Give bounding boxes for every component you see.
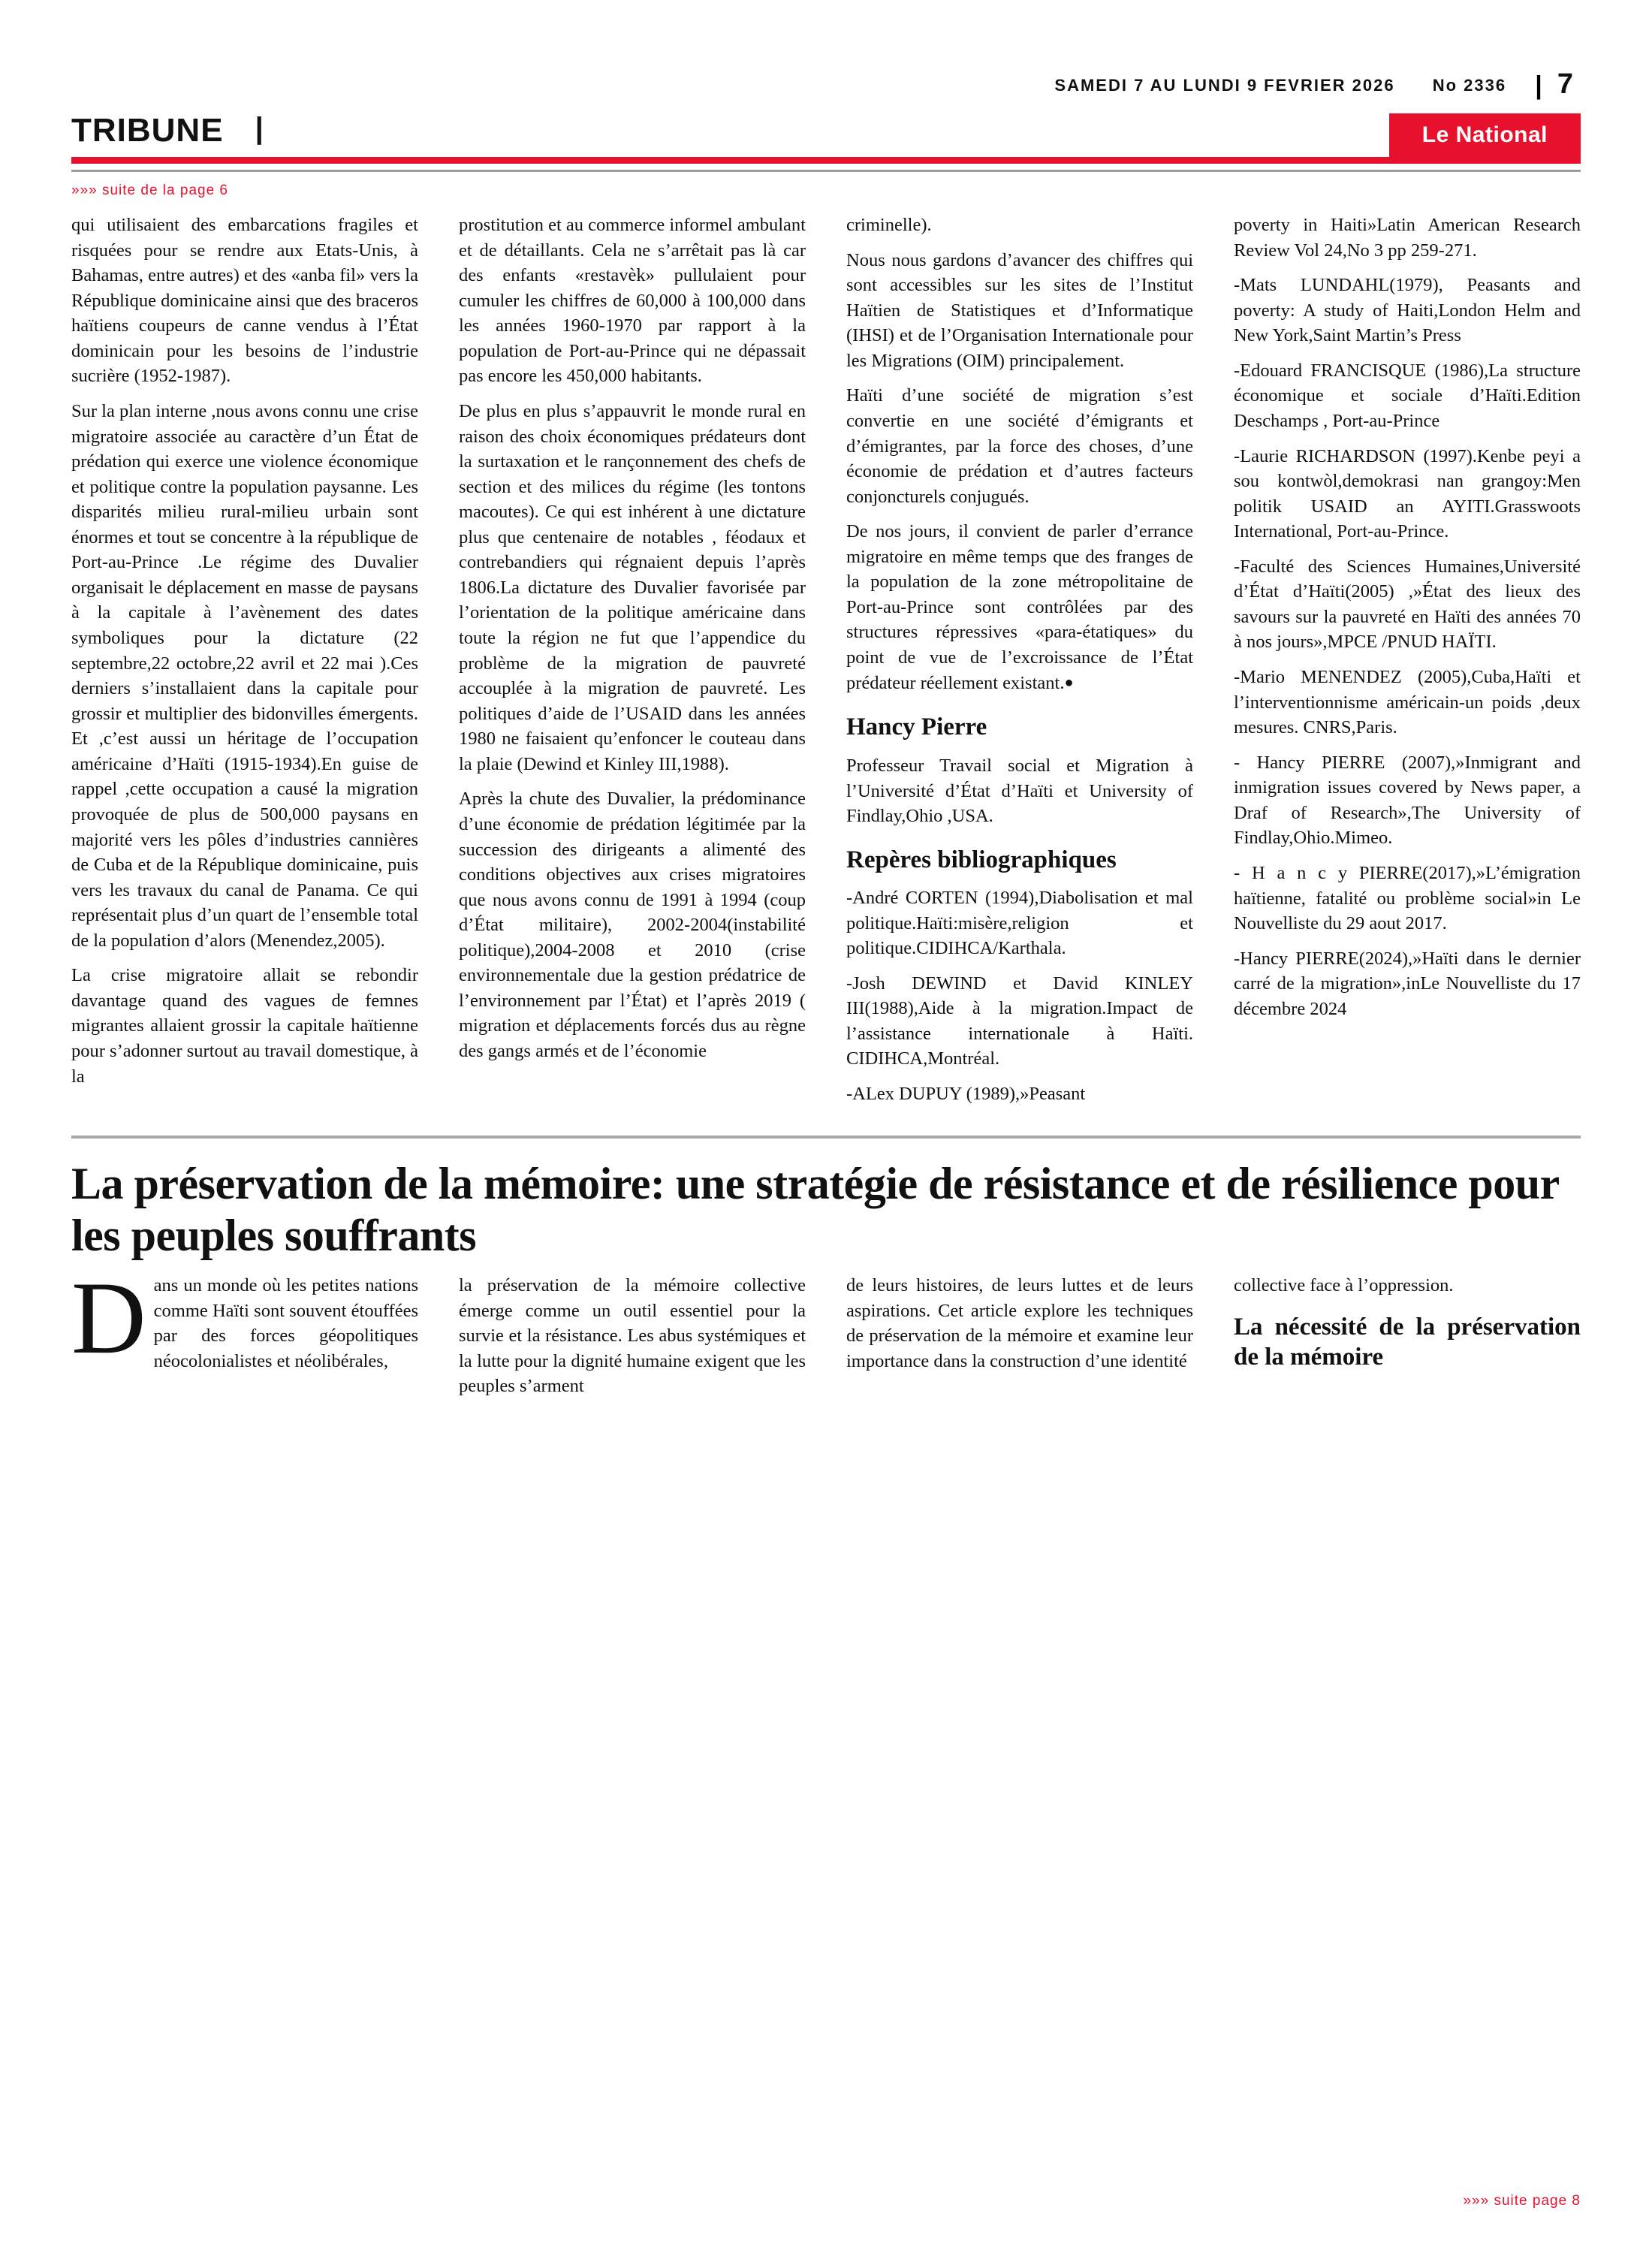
section-title-bar: | — [255, 111, 264, 145]
article-2-columns — [71, 1260, 1581, 1409]
article-1-column-2 — [459, 213, 806, 1116]
article-2-column-4 — [1234, 1273, 1581, 1409]
lead-paragraph — [71, 1260, 418, 1376]
page-number: 7 — [1557, 68, 1575, 100]
article-1-column-3 — [846, 213, 1193, 1116]
bibliography-entry: -ALex DUPUY (1989),»Peasant — [846, 1083, 1086, 1104]
author-bio: Professeur Travail social et Migration à l’Université d’État d’Haïti et University of Findlay,Ohio ,USA. — [846, 756, 1193, 827]
bibliography-heading: Repères bibliographiques — [846, 846, 1117, 874]
continued-to-label: »»» suite page 8 — [1463, 2193, 1581, 2209]
article-2-column-2 — [459, 1273, 806, 1409]
end-mark-icon: ● — [1064, 674, 1074, 691]
bibliography-entry: -Mats LUNDAHL(1979), Peasants and poverty: A study of Haiti,London Helm and New York,Saint Martin’s Press — [1234, 275, 1581, 346]
lead-paragraph-text: ans un monde où les petites nations comme Haïti sont souvent étouffées par des forces géopolitiques néocolonialistes et néolibérales, — [153, 1275, 418, 1371]
brand-logo: Le National — [1389, 113, 1581, 158]
article-2-column-3 — [846, 1273, 1193, 1409]
masthead-red-rule — [71, 157, 1581, 164]
issue-number: No 2336 — [1432, 76, 1507, 95]
paragraph: Après la chute des Duvalier, la prédominance d’une économie de prédation légitimée par la succession des dirigeants a alimenté des conditions objectives aux crises migratoires que nous avons connu de 1991 à 1994 (coup d’État militaire), 2002-2004(instabilité politique),2004-2008 et 2010 (crise environnementale due la gestion prédatrice de l’environnement par l’État) et l’après 2019 ( migration et déplacements forcés dus au règne des gangs armés et de l’économie — [459, 789, 806, 1061]
section-title: TRIBUNE — [71, 112, 224, 149]
bibliography-entry: -Laurie RICHARDSON (1997).Kenbe peyi a sou kontwòl,demokrasi nan grangoy:Men politik USAID an AYITI.Grasswoots International, Port-au-Prince. — [1234, 445, 1581, 542]
bibliography-entry: - H a n c y PIERRE(2017),»L’émigration haïtienne, fatalité ou problème social»in Le Nouvelliste du 29 aout 2017. — [1234, 862, 1581, 934]
article-2-title: La préservation de la mémoire: une stratégie de résistance et de résilience pour les peuples souffrants — [71, 1159, 1559, 1260]
bibliography-entry: -Faculté des Sciences Humaines,Université d’État d’Haïti(2005) ,»État des lieux des savours sur la pauvreté en Haïti des années 70 à nos jours»,MPCE /PNUD HAÏTI. — [1234, 556, 1581, 653]
paragraph-text: De nos jours, il convient de parler d’errance migratoire en même temps que des franges de la population de la zone métropolitaine de Port-au-Prince sont contrôlées par des structures répressives «para-étatiques» du point de vue de l’excroissance de l’État prédateur réellement existant. — [846, 521, 1193, 693]
masthead — [71, 0, 1581, 199]
article-1-columns — [71, 213, 1581, 1116]
bibliography-entry: -Hancy PIERRE(2024),»Haïti dans le dernier carré de la migration»,inLe Nouvelliste du 17 décembre 2024 — [1234, 948, 1581, 1019]
paragraph-with-endmark — [846, 519, 1193, 695]
masthead-divider: | — [1535, 71, 1544, 100]
bibliography-entry: -Josh DEWIND et David KINLEY III(1988),Aide à la migration.Impact de l’assistance internationale à Haïti. CIDIHCA,Montréal. — [846, 973, 1193, 1069]
masthead-thin-rule — [71, 170, 1581, 172]
masthead-row — [71, 112, 1581, 154]
paragraph: qui utilisaient des embarcations fragiles et risquées pour se rendre aux Etats-Unis, à Bahamas, entre autres) et des «anba fil» vers la République dominicaine ainsi que des braceros haïtiens coupeurs de canne vendus à l’État dominicain pour les besoins de l’industrie sucrière (1952-1987). — [71, 215, 418, 387]
article-2-subheading: La nécessité de la préservation de la mémoire — [1234, 1313, 1581, 1371]
paragraph: prostitution et au commerce informel ambulant et de détaillants. Cela ne s’arrêtait pas là car des enfants «restavèk» pullulaient pour cumuler les chiffres de 60,000 à 100,000 dans les années 1960-1970 par rapport à la population de Port-au-Prince qui ne dépassait pas encore les 450,000 habitants. — [459, 215, 806, 387]
paragraph: la préservation de la mémoire collective émerge comme un outil essentiel pour la survie et la résistance. Les abus systémiques et la lutte pour la dignité humaine exigent que les peuples s’arment — [459, 1275, 806, 1397]
article-separator-rule — [71, 1136, 1581, 1139]
paragraph: criminelle). — [846, 215, 932, 235]
bibliography-entry: -Edouard FRANCISQUE (1986),La structure économique et sociale d’Haïti.Edition Deschamps , Port-au-Prince — [1234, 360, 1581, 431]
bibliography-entry: - Hancy PIERRE (2007),»Inmigrant and inmigration issues covered by News paper, a Draf of Research»,The University of Findlay,Ohio.Mimeo. — [1234, 752, 1581, 849]
paragraph: Sur la plan interne ,nous avons connu une crise migratoire associée au caractère d’un État de prédation qui exerce une violence économique et politique contre la population paysanne. Les disparités milieu rural-milieu urbain sont énormes et tout se concentre à la république de Port-au-Prince .Le régime des Duvalier organisait le déplacement en masse de paysans à la capitale à l’avènement des dates symboliques pour la dictature (22 septembre,22 octobre,22 avril et 22 mai ).Ces derniers s’installaient dans la capitale pour grossir et multiplier des bidonvilles émergents. Et ,c’est aussi un héritage de l’occupation américaine d’Haïti (1915-1934).En guise de rappel ,cette occupation a causé la migration provoquée de plus de 500,000 paysans en majorité vers les pôles d’industries cannières de Cuba et de la République dominicaine, puis vers les travaux du canal de Panama. Ce qui représentait plus d’un quart de l’ensemble total de la population d’alors (Menendez,2005). — [71, 400, 418, 951]
article-2-column-1 — [71, 1260, 418, 1409]
continued-from-label: »»» suite de la page 6 — [71, 182, 228, 198]
paragraph: Nous nous gardons d’avancer des chiffres qui sont accessibles sur les sites de l’Institut Haïtien de Statistiques et d’Informatique (IHSI) et de l’Organisation Internationale pour les Migrations (OIM) principalement. — [846, 249, 1193, 371]
bibliography-entry: poverty in Haiti»Latin American Research Review Vol 24,No 3 pp 259-271. — [1234, 215, 1581, 261]
dateline-text: SAMEDI 7 AU LUNDI 9 FEVRIER 2026 — [1054, 76, 1395, 95]
bibliography-entry: -André CORTEN (1994),Diabolisation et mal politique.Haïti:misère,religion et politique.CIDIHCA/Karthala. — [846, 887, 1193, 959]
bibliography-entry: -Mario MENENDEZ (2005),Cuba,Haïti et l’interventionnisme américain-un poids ,deux mesures. CNRS,Paris. — [1234, 667, 1581, 738]
paragraph: collective face à l’oppression. — [1234, 1275, 1454, 1296]
drop-cap: D — [71, 1260, 146, 1376]
paragraph: de leurs histoires, de leurs luttes et de leurs aspirations. Cet article explore les techniques de préservation de la mémoire et examine leur importance dans la construction d’une identité — [846, 1275, 1193, 1371]
masthead-dateline — [71, 66, 1581, 98]
article-author: Hancy Pierre — [846, 713, 987, 741]
article-1-column-1 — [71, 213, 418, 1116]
paragraph: De plus en plus s’appauvrit le monde rural en raison des choix économiques prédateurs dont la surtaxation et le rançonnement des chefs de section et des milices du régime (les tontons macoutes). Ce qui est inhérent à une dictature plus que centenaire de notables , féodaux et contrebandiers qui régnaient depuis l’après 1806.La dictature des Duvalier favorisée par l’orientation de la politique américaine dans toute la région ne fut que l’appendice du problème de la migration de pauvreté accouplée à la migration de pauvreté. Les politiques d’aide de l’USAID dans les années 1980 ne faisaient qu’enfoncer le couteau dans la plaie (Dewind et Kinley III,1988). — [459, 400, 806, 774]
paragraph: La crise migratoire allait se rebondir davantage quand des vagues de femnes migrantes allaient grossir la capitale haïtienne pour s’adonner surtout au travail domestique, à la — [71, 965, 418, 1087]
paragraph: Haïti d’une société de migration s’est convertie en une société d’émigrants et d’émigrantes, par la force des choses, d’une économie de prédation et d’autres facteurs conjoncturels conjugués. — [846, 385, 1193, 507]
article-1-column-4 — [1234, 213, 1581, 1116]
